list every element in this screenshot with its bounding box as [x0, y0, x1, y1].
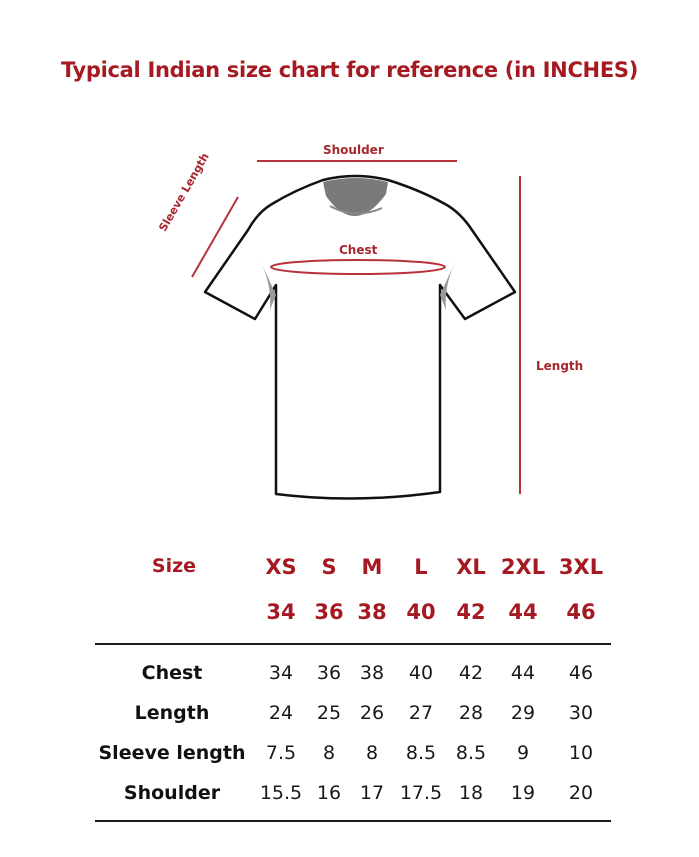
table-cell: 17.5 — [399, 782, 443, 804]
size-number: 46 — [566, 600, 596, 624]
size-number: 44 — [508, 600, 538, 624]
table-cell: 30 — [568, 702, 594, 724]
size-header: XS — [265, 555, 297, 579]
table-cell: 27 — [408, 702, 434, 724]
size-header: XL — [456, 555, 486, 579]
size-number: 38 — [357, 600, 387, 624]
header-divider — [95, 643, 611, 645]
table-row-chest — [95, 662, 611, 692]
table-cell: 44 — [510, 662, 536, 684]
table-cell: 8 — [322, 742, 336, 764]
chest-label: Chest — [339, 243, 378, 257]
table-cell: 36 — [316, 662, 342, 684]
table-cell: 10 — [568, 742, 594, 764]
size-header: 3XL — [558, 555, 604, 579]
table-cell: 8 — [365, 742, 379, 764]
table-cell: 9 — [516, 742, 530, 764]
table-row-shoulder — [95, 782, 611, 812]
table-cell: 7.5 — [265, 742, 297, 764]
table-cell: 16 — [316, 782, 342, 804]
size-header: S — [321, 555, 337, 579]
size-number: 42 — [456, 600, 486, 624]
table-cell: 8.5 — [405, 742, 437, 764]
size-header: 2XL — [500, 555, 546, 579]
table-cell: 40 — [408, 662, 434, 684]
table-cell: 8.5 — [455, 742, 487, 764]
table-cell: 26 — [359, 702, 385, 724]
table-cell: 15.5 — [259, 782, 303, 804]
table-cell: 19 — [510, 782, 536, 804]
tshirt-diagram — [156, 120, 600, 520]
table-cell: 25 — [316, 702, 342, 724]
row-label: Shoulder — [123, 782, 221, 804]
page-title: Typical Indian size chart for reference (in INCHES) — [60, 58, 639, 82]
table-cell: 28 — [458, 702, 484, 724]
table-cell: 18 — [458, 782, 484, 804]
table-cell: 29 — [510, 702, 536, 724]
size-label: Size — [151, 555, 197, 577]
table-cell: 38 — [359, 662, 385, 684]
table-bottom-divider — [95, 820, 611, 822]
table-cell: 34 — [268, 662, 294, 684]
table-cell: 24 — [268, 702, 294, 724]
size-header-row — [95, 555, 611, 585]
sleeve-length-label: Sleeve Length — [156, 150, 212, 234]
table-row-length — [95, 702, 611, 732]
size-number: 36 — [314, 600, 344, 624]
table-cell: 20 — [568, 782, 594, 804]
tshirt-icon — [160, 120, 600, 520]
row-label: Chest — [141, 662, 203, 684]
table-cell: 46 — [568, 662, 594, 684]
size-header: L — [414, 555, 428, 579]
length-label: Length — [536, 359, 584, 373]
row-label: Length — [134, 702, 210, 724]
shoulder-label: Shoulder — [323, 143, 384, 157]
table-cell: 17 — [359, 782, 385, 804]
size-number: 40 — [406, 600, 436, 624]
table-cell: 42 — [458, 662, 484, 684]
size-header: M — [361, 555, 383, 579]
size-number-row — [95, 600, 611, 630]
size-number: 34 — [266, 600, 296, 624]
row-label: Sleeve length — [98, 742, 246, 764]
table-row-sleeve-length — [95, 742, 611, 772]
